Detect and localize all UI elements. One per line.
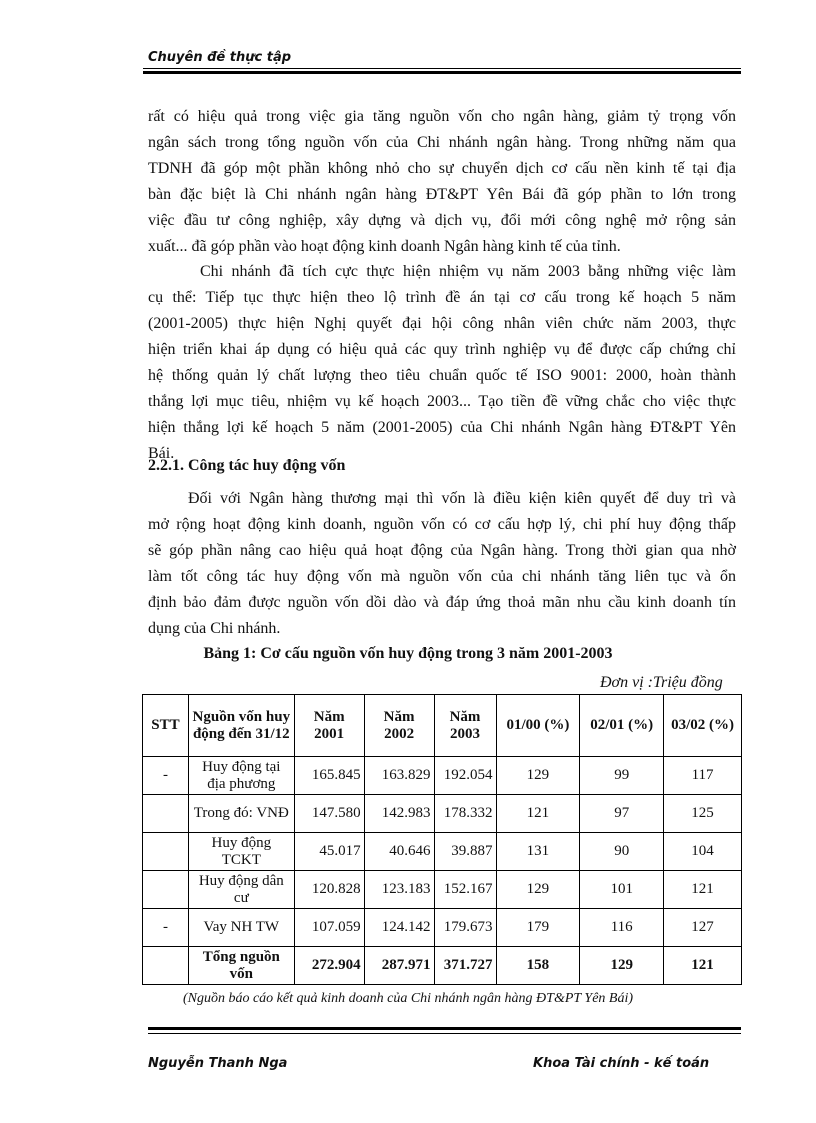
header-cell: Nguồn vốn huy động đến 31/12: [188, 695, 294, 757]
table-cell: 40.646: [364, 833, 434, 871]
table-cell: Huy động dân cư: [188, 871, 294, 909]
paragraph-line: TDNH đã góp một phần không nhỏ cho sự chuyển dịch cơ cấu nền kinh tế tại địa: [148, 160, 736, 177]
table-cell: 124.142: [364, 909, 434, 947]
table-cell: 165.845: [294, 757, 364, 795]
table-cell: 116: [580, 909, 664, 947]
footer-author: Nguyễn Thanh Nga: [148, 1056, 288, 1071]
table-cell: 97: [580, 795, 664, 833]
table-cell: 123.183: [364, 871, 434, 909]
paragraph-line: làm tốt công tác huy động vốn mà nguồn vốn của chi nhánh tăng liên tục và ổn: [148, 568, 736, 585]
table-row: [143, 871, 742, 909]
table-cell: [143, 795, 189, 833]
table-cell: 125: [664, 795, 742, 833]
footer-rule-thick: [148, 1027, 741, 1030]
table-cell: [143, 947, 189, 985]
table-cell: Trong đó: VNĐ: [188, 795, 294, 833]
table-cell: 272.904: [294, 947, 364, 985]
table-cell: 99: [580, 757, 664, 795]
paragraph-3: [148, 486, 736, 642]
page-header-title: Chuyên đề thực tập: [148, 50, 292, 65]
paragraph-line: việc đầu tư công nghiệp, xây dựng và dịch vụ, đổi mới công nghệ mở rộng sản: [148, 212, 736, 229]
paragraph-line: sẽ góp phần nâng cao hiệu quả hoạt động của Ngân hàng. Trong thời gian qua nhờ: [148, 542, 736, 559]
header-cell: Năm 2001: [294, 695, 364, 757]
table-cell: 163.829: [364, 757, 434, 795]
paragraph-2: [148, 259, 736, 467]
table-cell: 107.059: [294, 909, 364, 947]
table-cell: 120.828: [294, 871, 364, 909]
paragraph-line: Bái.: [148, 445, 175, 462]
table-cell: 179: [496, 909, 580, 947]
table-cell: 147.580: [294, 795, 364, 833]
table-cell: 127: [664, 909, 742, 947]
header-cell: 01/00 (%): [496, 695, 580, 757]
paragraph-line: Chi nhánh đã tích cực thực hiện nhiệm vụ năm 2003 bằng những việc làm: [200, 263, 736, 280]
paragraph-line: ngân sách trong tổng nguồn vốn của Chi nhánh ngân hàng. Trong những năm qua: [148, 134, 736, 151]
paragraph-1: [148, 104, 736, 260]
table-cell: 121: [496, 795, 580, 833]
table-cell: 192.054: [434, 757, 496, 795]
table-row: [143, 833, 742, 871]
table-cell: 131: [496, 833, 580, 871]
paragraph-line: dụng của Chi nhánh.: [148, 620, 281, 637]
table-cell: 179.673: [434, 909, 496, 947]
table-source-note: (Nguồn báo cáo kết quả kinh doanh của Chi nhánh ngân hàng ĐT&PT Yên Bái): [182, 991, 634, 1006]
header-cell: 02/01 (%): [580, 695, 664, 757]
table-cell: 101: [580, 871, 664, 909]
table-total-row: [143, 947, 742, 985]
header-rule-thin: [143, 68, 741, 69]
table-cell: 129: [496, 871, 580, 909]
paragraph-line: cụ thể: Tiếp tục thực hiện theo lộ trình đề án tại cơ cấu trong kế hoạch 5 năm: [148, 289, 736, 306]
table-cell: Huy động TCKT: [188, 833, 294, 871]
footer-rule-thin: [148, 1033, 741, 1034]
table-cell: 121: [664, 947, 742, 985]
table-cell: 142.983: [364, 795, 434, 833]
table-cell: 287.971: [364, 947, 434, 985]
table-cell: [143, 833, 189, 871]
paragraph-line: hiện thắng lợi kế hoạch 5 năm (2001-2005) của Chi nhánh Ngân hàng ĐT&PT Yên: [148, 419, 736, 436]
table-cell: 90: [580, 833, 664, 871]
table-cell: Tổng nguồn vốn: [188, 947, 294, 985]
table-cell: -: [143, 909, 189, 947]
table-cell: 121: [664, 871, 742, 909]
table-cell: [143, 871, 189, 909]
paragraph-line: hệ thống quản lý chất lượng theo tiêu chuẩn quốc tế ISO 9001: 2000, hoàn thành: [148, 367, 736, 384]
table-cell: Vay NH TW: [188, 909, 294, 947]
table-cell: 45.017: [294, 833, 364, 871]
table-row: [143, 795, 742, 833]
table-cell: Huy động tại địa phương: [188, 757, 294, 795]
paragraph-line: bàn đặc biệt là Chi nhánh ngân hàng ĐT&PT Yên Bái đã góp phần to lớn trong: [148, 186, 736, 203]
paragraph-line: định bảo đảm được nguồn vốn dồi dào và đáp ứng thoả mãn nhu cầu kinh doanh tín: [148, 594, 736, 611]
footer-department: Khoa Tài chính - kế toán: [533, 1056, 710, 1071]
table-header-row: [143, 695, 742, 757]
header-cell: Năm 2002: [364, 695, 434, 757]
header-cell: Năm 2003: [434, 695, 496, 757]
table-cell: -: [143, 757, 189, 795]
paragraph-line: mở rộng hoạt động kinh doanh, nguồn vốn có cơ cấu hợp lý, chi phí huy động thấp: [148, 516, 736, 533]
paragraph-line: rất có hiệu quả trong việc gia tăng nguồn vốn cho ngân hàng, giảm tỷ trọng vốn: [148, 108, 736, 125]
paragraph-line: (2001-2005) thực hiện Nghị quyết đại hội công nhân viên chức năm 2003, thực: [148, 315, 736, 332]
header-cell: STT: [143, 695, 189, 757]
paragraph-line: Đối với Ngân hàng thương mại thì vốn là điều kiện kiên quyết để duy trì và: [188, 490, 736, 507]
paragraph-line: hiện triển khai áp dụng có hiệu quả các quy trình nghiệp vụ để được cấp chứng chỉ: [148, 341, 736, 358]
table-cell: 129: [580, 947, 664, 985]
table-title: Bảng 1: Cơ cấu nguồn vốn huy động trong 3 năm 2001-2003: [203, 645, 613, 662]
table-cell: 117: [664, 757, 742, 795]
table-cell: 158: [496, 947, 580, 985]
table-row: [143, 757, 742, 795]
table-row: [143, 909, 742, 947]
table-cell: 152.167: [434, 871, 496, 909]
paragraph-line: xuất... đã góp phần vào hoạt động kinh doanh Ngân hàng kinh tế của tỉnh.: [148, 238, 621, 255]
header-cell: 03/02 (%): [664, 695, 742, 757]
table-cell: 178.332: [434, 795, 496, 833]
table-cell: 129: [496, 757, 580, 795]
capital-structure-table: [142, 694, 742, 985]
table-cell: 371.727: [434, 947, 496, 985]
table-unit: Đơn vị :Triệu đồng: [600, 674, 723, 691]
table-cell: 39.887: [434, 833, 496, 871]
header-rule-thick: [143, 71, 741, 74]
section-heading: 2.2.1. Công tác huy động vốn: [148, 457, 346, 474]
table-cell: 104: [664, 833, 742, 871]
paragraph-line: thắng lợi mục tiêu, nhiệm vụ kế hoạch 2003... Tạo tiền đề vững chắc cho việc thực: [148, 393, 736, 410]
